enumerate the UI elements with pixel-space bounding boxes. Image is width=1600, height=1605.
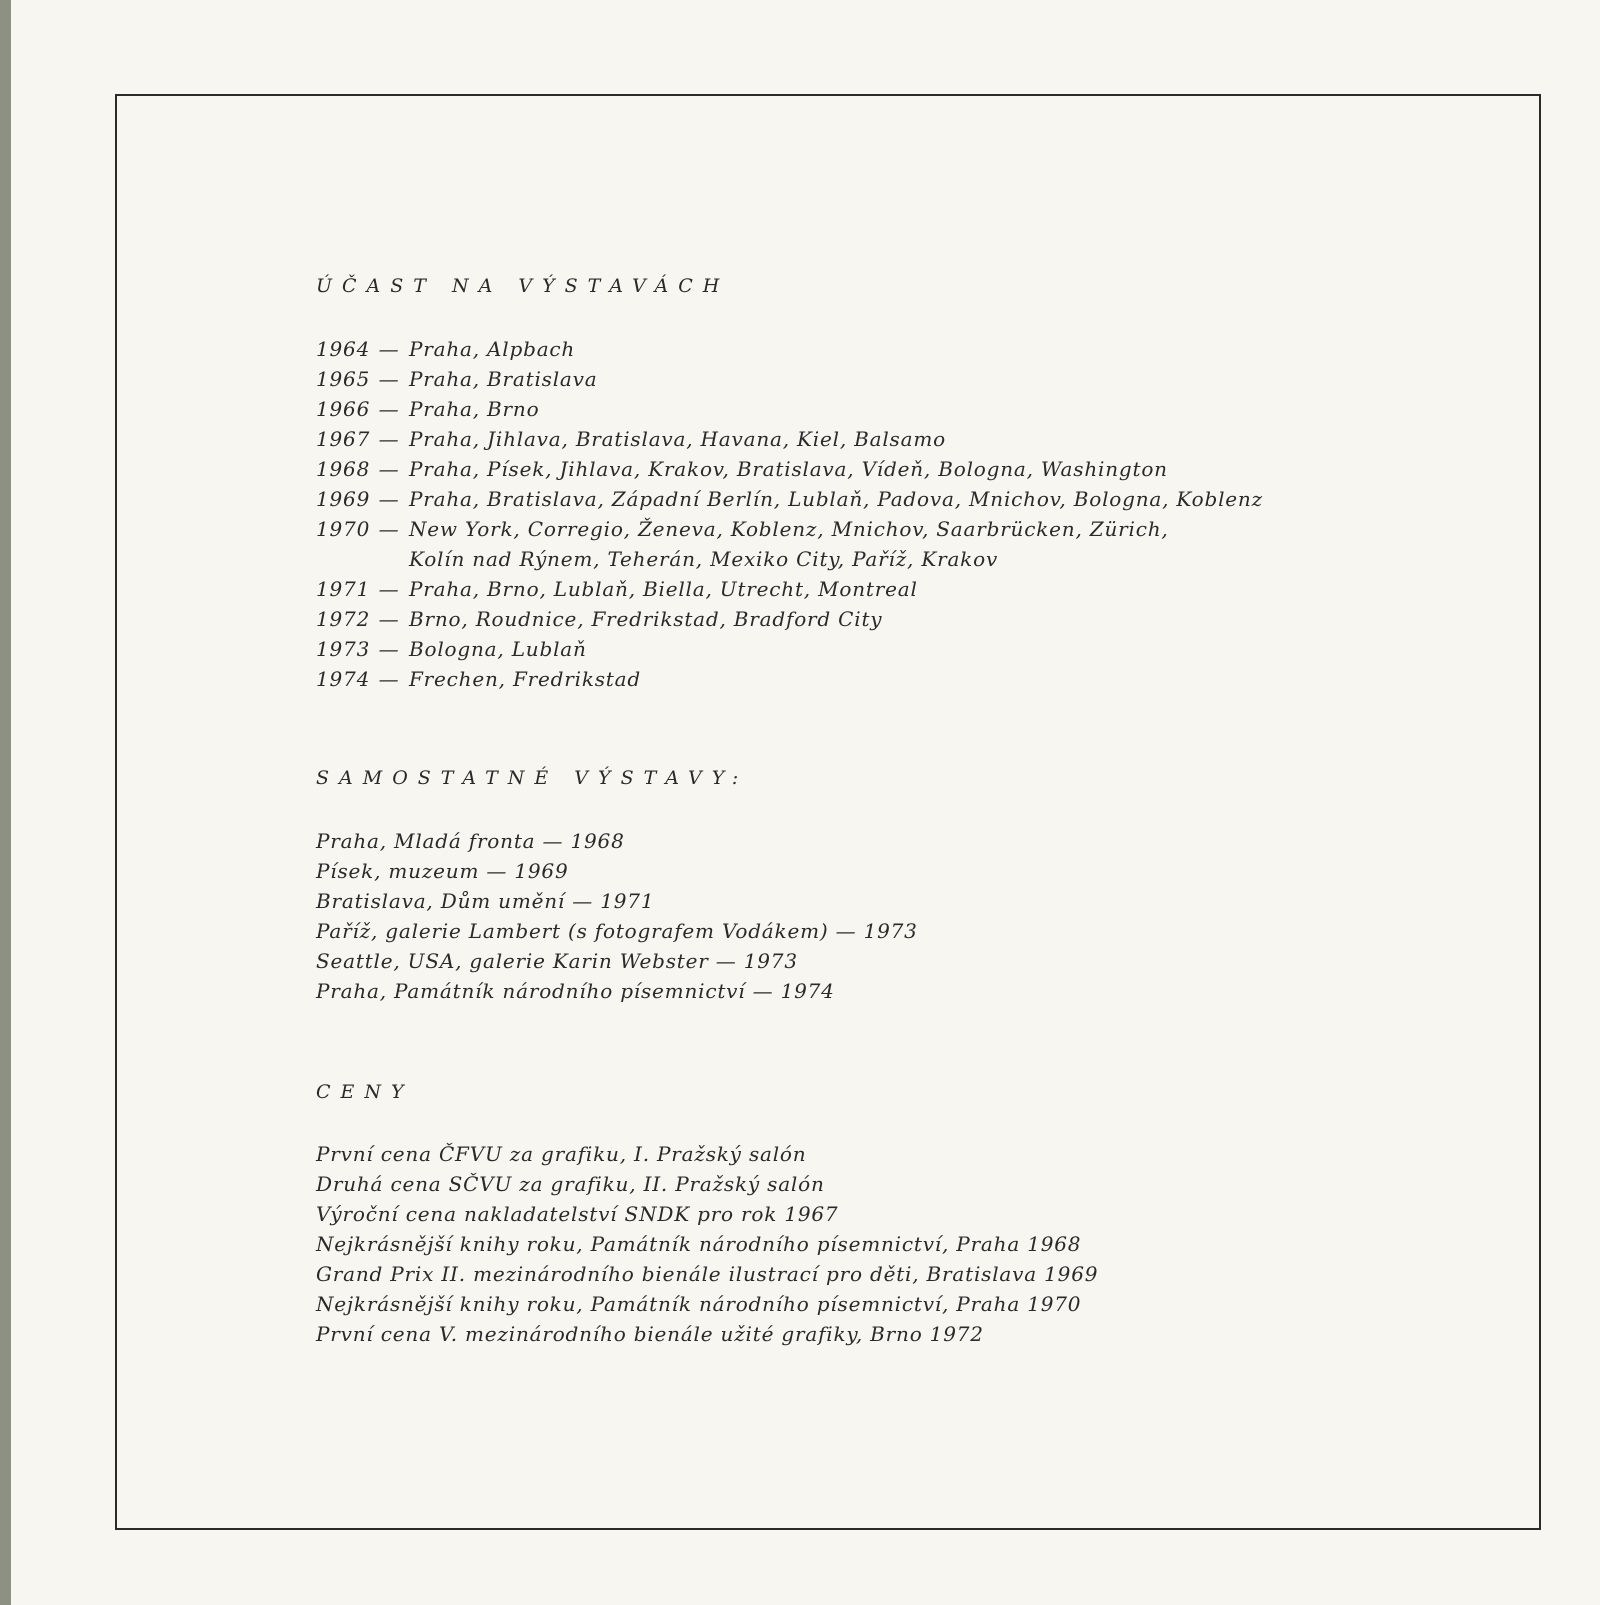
places: Frechen, Fredrikstad bbox=[409, 667, 641, 691]
places: Praha, Brno, Lublaň, Biella, Utrecht, Montreal bbox=[409, 577, 918, 601]
list-item: Praha, Památník národního písemnictví — 1974 bbox=[316, 979, 835, 1003]
list-item bbox=[316, 454, 1263, 484]
year: 1965 bbox=[316, 367, 371, 391]
places: Praha, Bratislava bbox=[409, 367, 598, 391]
list-item bbox=[316, 364, 1263, 394]
year: 1964 bbox=[316, 337, 371, 361]
dash: — bbox=[378, 457, 400, 481]
list-item bbox=[316, 424, 1263, 454]
exhibitions-list bbox=[316, 334, 1263, 694]
solo-exhibitions-heading: SAMOSTATNÉ VÝSTAVY: bbox=[316, 767, 749, 789]
dash: — bbox=[378, 427, 400, 451]
places: Bologna, Lublaň bbox=[409, 637, 587, 661]
list-item bbox=[316, 334, 1263, 364]
page-left-edge bbox=[0, 0, 11, 1605]
places: Brno, Roudnice, Fredrikstad, Bradford City bbox=[409, 607, 883, 631]
places: Praha, Alpbach bbox=[409, 337, 576, 361]
awards-heading: CENY bbox=[316, 1081, 414, 1103]
year: 1968 bbox=[316, 457, 371, 481]
dash: — bbox=[378, 337, 400, 361]
list-item: První cena V. mezinárodního bienále užité grafiky, Brno 1972 bbox=[316, 1322, 984, 1346]
year: 1970 bbox=[316, 517, 371, 541]
list-item: Nejkrásnější knihy roku, Památník národního písemnictví, Praha 1970 bbox=[316, 1292, 1082, 1316]
list-item: Nejkrásnější knihy roku, Památník národního písemnictví, Praha 1968 bbox=[316, 1232, 1082, 1256]
year: 1973 bbox=[316, 637, 371, 661]
awards-list bbox=[316, 1139, 1098, 1349]
dash: — bbox=[378, 667, 400, 691]
list-item: Praha, Mladá fronta — 1968 bbox=[316, 829, 625, 853]
list-item: Paříž, galerie Lambert (s fotografem Vodákem) — 1973 bbox=[316, 919, 918, 943]
document-page bbox=[11, 0, 1600, 1605]
list-item bbox=[316, 634, 1263, 664]
list-item bbox=[316, 514, 1263, 544]
list-item bbox=[316, 574, 1263, 604]
dash: — bbox=[378, 397, 400, 421]
list-item: Bratislava, Dům umění — 1971 bbox=[316, 889, 655, 913]
list-item: Druhá cena SČVU za grafiku, II. Pražský salón bbox=[316, 1172, 825, 1196]
year: 1972 bbox=[316, 607, 371, 631]
year: 1974 bbox=[316, 667, 371, 691]
dash: — bbox=[378, 517, 400, 541]
list-item: Výroční cena nakladatelství SNDK pro rok 1967 bbox=[316, 1202, 839, 1226]
list-item bbox=[316, 484, 1263, 514]
places: Praha, Jihlava, Bratislava, Havana, Kiel, Balsamo bbox=[409, 427, 946, 451]
year: 1966 bbox=[316, 397, 371, 421]
year: 1969 bbox=[316, 487, 371, 511]
places: Praha, Bratislava, Západní Berlín, Lublaň, Padova, Mnichov, Bologna, Koblenz bbox=[409, 487, 1263, 511]
year: 1971 bbox=[316, 577, 371, 601]
dash: — bbox=[378, 487, 400, 511]
list-item: Grand Prix II. mezinárodního bienále ilustrací pro děti, Bratislava 1969 bbox=[316, 1262, 1099, 1286]
places: Praha, Brno bbox=[409, 397, 540, 421]
list-item: Seattle, USA, galerie Karin Webster — 1973 bbox=[316, 949, 798, 973]
list-item bbox=[316, 604, 1263, 634]
dash: — bbox=[378, 577, 400, 601]
list-item: Písek, muzeum — 1969 bbox=[316, 859, 569, 883]
dash: — bbox=[378, 637, 400, 661]
places: New York, Corregio, Ženeva, Koblenz, Mnichov, Saarbrücken, Zürich, bbox=[409, 517, 1169, 541]
dash: — bbox=[378, 607, 400, 631]
year: 1967 bbox=[316, 427, 371, 451]
list-item-continuation: Kolín nad Rýnem, Teherán, Mexiko City, Paříž, Krakov bbox=[409, 547, 999, 571]
list-item bbox=[316, 664, 1263, 694]
list-item: První cena ČFVU za grafiku, I. Pražský salón bbox=[316, 1142, 807, 1166]
exhibitions-heading: ÚČAST NA VÝSTAVÁCH bbox=[316, 275, 730, 297]
solo-exhibitions-list bbox=[316, 826, 918, 1006]
list-item bbox=[316, 394, 1263, 424]
places: Praha, Písek, Jihlava, Krakov, Bratislava, Vídeň, Bologna, Washington bbox=[409, 457, 1168, 481]
dash: — bbox=[378, 367, 400, 391]
